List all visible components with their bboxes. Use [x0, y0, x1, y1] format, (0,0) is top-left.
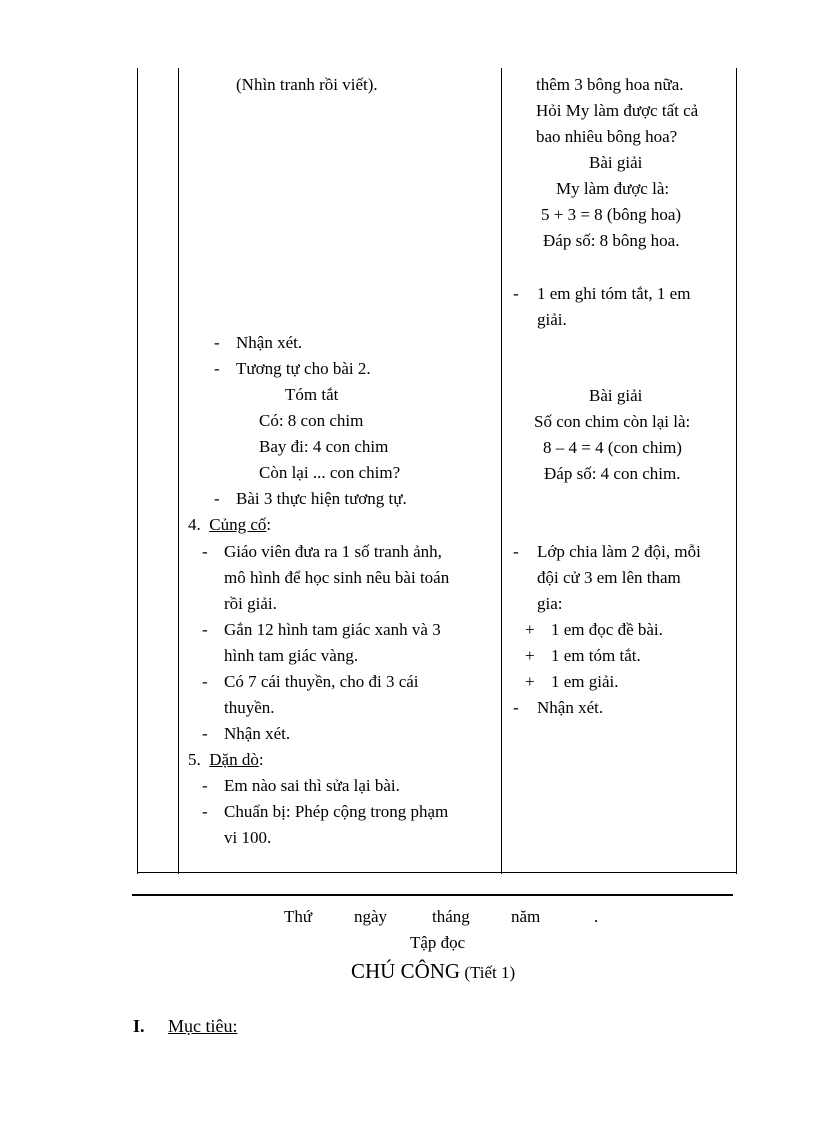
- bullet-plus: +: [525, 672, 535, 691]
- lop-chia-line3: gia:: [537, 594, 563, 613]
- problem-line3: bao nhiêu bông hoa?: [536, 127, 678, 146]
- bullet-dash: -: [202, 776, 208, 795]
- table-column-divider-1: [178, 68, 179, 874]
- bullet-dash: -: [513, 284, 519, 303]
- ghi-tom-tat-line2: giải.: [537, 310, 567, 329]
- cc-item4: Nhận xét.: [224, 724, 291, 743]
- subject-title: Tập đọc: [410, 933, 466, 952]
- dd-item2-line1: Chuẩn bị: Phép cộng trong phạm: [224, 802, 449, 821]
- cung-co-label: Củng cố: [209, 515, 267, 534]
- cc-item2-line2: hình tam giác vàng.: [224, 646, 359, 665]
- table-border-left: [137, 68, 138, 874]
- dan-do-number: 5.: [188, 750, 201, 769]
- problem-line1: thêm 3 bông hoa nữa.: [536, 75, 684, 94]
- bai-giai-heading-1: Bài giải: [589, 153, 643, 172]
- bullet-dash: -: [202, 620, 208, 639]
- cung-co-colon: :: [266, 515, 272, 534]
- ghi-tom-tat-line1: 1 em ghi tóm tắt, 1 em: [537, 284, 691, 303]
- phep-tinh-2: 8 – 4 = 4 (con chim): [543, 438, 682, 457]
- cc-item1-line1: Giáo viên đưa ra 1 số tranh ảnh,: [224, 542, 442, 561]
- bullet-dash: -: [202, 724, 208, 743]
- cc-item1-line3: rồi giải.: [224, 594, 277, 613]
- tuong-tu-text: Tương tự cho bài 2.: [236, 359, 371, 378]
- table-border-right: [736, 68, 737, 874]
- cc-item1-line2: mô hình để học sinh nêu bài toán: [224, 568, 450, 587]
- dap-so-2: Đáp số: 4 con chim.: [544, 464, 681, 483]
- cc-item3-line2: thuyền.: [224, 698, 275, 717]
- date-thang: tháng: [432, 907, 470, 926]
- bullet-dash: -: [214, 333, 220, 352]
- my-lam-text: My làm được là:: [556, 179, 670, 198]
- bullet-plus: +: [525, 646, 535, 665]
- tom-tat-con-lai: Còn lại ... con chim?: [259, 463, 401, 482]
- dd-item1: Em nào sai thì sửa lại bài.: [224, 776, 400, 795]
- date-dot: .: [594, 907, 599, 926]
- tom-tat-title: Tóm tắt: [285, 385, 339, 404]
- tom-tat-co: Có: 8 con chim: [259, 411, 364, 430]
- dan-do-heading: [188, 747, 264, 773]
- date-thu: Thứ: [284, 907, 313, 926]
- nhin-tranh-text: (Nhìn tranh rồi viết).: [236, 75, 378, 94]
- problem-line2: Hỏi My làm được tất cả: [536, 101, 699, 120]
- dd-item2-line2: vi 100.: [224, 828, 272, 847]
- cung-co-heading: [188, 512, 271, 538]
- plus-item3: 1 em giải.: [551, 672, 619, 691]
- dap-so-1: Đáp số: 8 bông hoa.: [543, 231, 680, 250]
- lesson-title-sub: (Tiết 1): [464, 963, 516, 982]
- bullet-dash: -: [214, 489, 220, 508]
- cc-item2-line1: Gắn 12 hình tam giác xanh và 3: [224, 620, 441, 639]
- bullet-dash: -: [513, 542, 519, 561]
- so-con-chim-text: Số con chim còn lại là:: [534, 412, 691, 431]
- nhan-xet-right: Nhận xét.: [537, 698, 604, 717]
- bullet-dash: -: [202, 802, 208, 821]
- table-column-divider-2: [501, 68, 502, 874]
- bullet-dash: -: [202, 542, 208, 561]
- cung-co-number: 4.: [188, 515, 201, 534]
- dan-do-colon: :: [258, 750, 264, 769]
- plus-item1: 1 em đọc đề bài.: [551, 620, 663, 639]
- phep-tinh-1: 5 + 3 = 8 (bông hoa): [541, 205, 682, 224]
- dan-do-label: Dặn dò: [209, 750, 259, 769]
- tom-tat-bay-di: Bay đi: 4 con chim: [259, 437, 389, 456]
- lop-chia-line1: Lớp chia làm 2 đội, mỗi: [537, 542, 701, 561]
- bullet-dash: -: [513, 698, 519, 717]
- bai-giai-heading-2: Bài giải: [589, 386, 643, 405]
- nhan-xet-1: Nhận xét.: [236, 333, 303, 352]
- lesson-title-main: CHÚ CÔNG: [351, 959, 461, 983]
- table-bottom-border: [137, 872, 737, 873]
- date-nam: năm: [511, 907, 541, 926]
- bullet-plus: +: [525, 620, 535, 639]
- cc-item3-line1: Có 7 cái thuyền, cho đi 3 cái: [224, 672, 419, 691]
- plus-item2: 1 em tóm tắt.: [551, 646, 641, 665]
- bullet-dash: -: [214, 359, 220, 378]
- bullet-dash: -: [202, 672, 208, 691]
- date-ngay: ngày: [354, 907, 388, 926]
- lesson-title: [351, 957, 515, 987]
- page-separator: [132, 894, 733, 896]
- bai3-text: Bài 3 thực hiện tương tự.: [236, 489, 407, 508]
- lop-chia-line2: đội cử 3 em lên tham: [537, 568, 681, 587]
- section-heading-muc-tieu: Mục tiêu:: [168, 1016, 238, 1036]
- section-number: I.: [133, 1016, 145, 1036]
